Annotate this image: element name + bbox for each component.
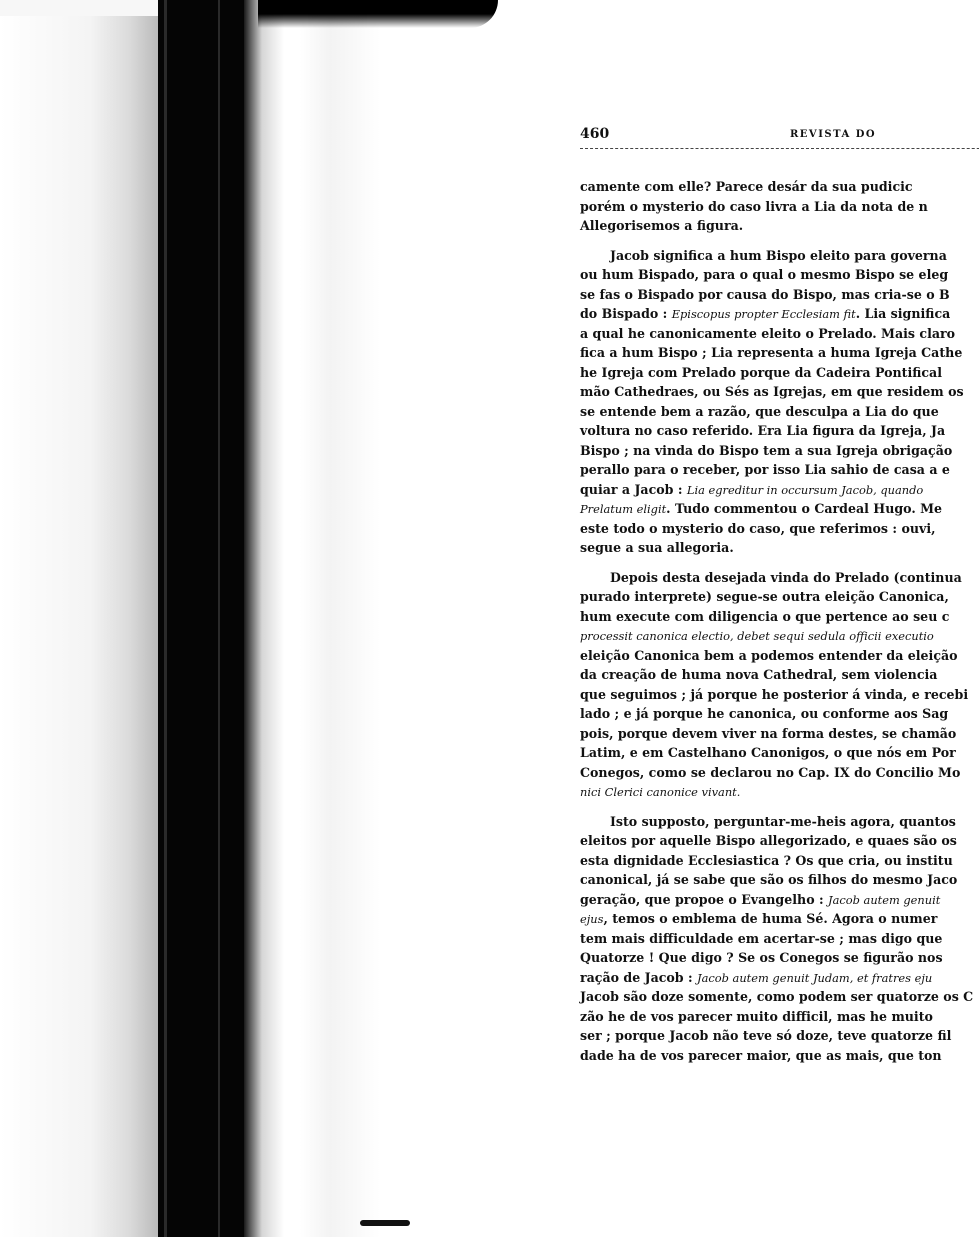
text-line: [580, 1007, 979, 1027]
text-run: Quatorze ! Que digo ? Se os Conegos se figurão nos: [580, 950, 943, 965]
text-run: hum execute com diligencia o que pertence ao seu c: [580, 608, 950, 624]
text-line: [580, 987, 979, 1007]
text-line: [580, 929, 979, 949]
text-run: ser ; porque Jacob não teve só doze, teve quatorze fil: [580, 1028, 952, 1043]
text-run: se fas o Bispado por causa do Bispo, mas cria-se o B: [580, 286, 950, 302]
text-line: [580, 441, 979, 461]
latin-quote: Jacob autem genuit: [828, 892, 941, 907]
text-line: [580, 197, 979, 217]
text-run: eleição Canonica bem a podemos entender da eleição: [580, 647, 958, 663]
text-run: ração de Jacob :: [580, 969, 698, 985]
text-line: [580, 890, 979, 910]
text-run: se entende bem a razão, que desculpa a Lia do que: [580, 403, 939, 419]
paragraph: [580, 177, 979, 236]
text-line: [580, 1046, 979, 1066]
text-line: [580, 304, 979, 324]
latin-quote: Prelatum eligit: [580, 502, 667, 516]
text-run: quiar a Jacob :: [580, 481, 687, 497]
book-spine: [158, 0, 250, 1237]
text-line: [580, 568, 979, 588]
text-run: perallo para o receber, por isso Lia sahio de casa a e: [580, 462, 950, 477]
paragraph: [580, 812, 979, 1066]
text-line: [580, 587, 979, 607]
spine-streak: [218, 0, 220, 1237]
paragraph: [580, 246, 979, 558]
text-run: que seguimos ; já porque he posterior á vinda, e recebi: [580, 686, 969, 702]
text-line: [580, 460, 979, 480]
text-run: dade ha de vos parecer maior, que as mais, que ton: [580, 1047, 942, 1063]
top-left-margin: [0, 0, 160, 16]
text-run: mão Cathedraes, ou Sés as Igrejas, em que residem os: [580, 384, 964, 399]
page-number: 460: [580, 126, 610, 142]
text-line: [580, 968, 979, 988]
text-line: [580, 216, 979, 236]
latin-quote: Lia egreditur in occursum Jacob, quando: [686, 482, 924, 497]
text-run: pois, porque devem viver na forma destes, se chamão: [580, 725, 957, 741]
text-line: [580, 363, 979, 383]
text-run: . Lia significa: [855, 306, 951, 321]
text-line: [580, 607, 979, 627]
text-run: fica a hum Bispo ; Lia representa a huma Igreja Cathe: [580, 345, 963, 360]
paragraph: [580, 568, 979, 802]
text-run: he Igreja com Prelado porque da Cadeira Pontifical: [580, 364, 943, 380]
top-gutter-shadow: [258, 0, 498, 28]
text-line: [580, 870, 979, 890]
text-line: [580, 324, 979, 344]
text-run: segue a sua allegoria.: [580, 540, 734, 555]
text-line: [580, 421, 979, 441]
bottom-smudge: [360, 1220, 410, 1226]
text-run: lado ; e já porque he canonica, ou conforme aos Sag: [580, 706, 949, 721]
text-run: Jacob significa a hum Bispo eleito para governa: [610, 247, 947, 263]
text-run: da creação de huma nova Cathedral, sem violencia: [580, 667, 938, 682]
text-line: [580, 343, 979, 363]
text-line: [580, 382, 979, 402]
text-line: [580, 812, 979, 832]
text-run: . Tudo commentou o Cardeal Hugo. Me: [666, 501, 943, 516]
text-run: esta dignidade Ecclesiastica ? Os que cria, ou institu: [580, 852, 953, 868]
text-run: eleitos por aquelle Bispo allegorizado, e quaes são os: [580, 833, 957, 848]
text-run: Isto supposto, perguntar-me-heis agora, quantos: [610, 813, 956, 829]
text-line: [580, 646, 979, 666]
text-run: geração, que propoe o Evangelho :: [580, 891, 829, 907]
latin-quote: processit canonica electio, debet sequi sedula officii executio: [580, 629, 934, 643]
text-run: Bispo ; na vinda do Bispo tem a sua Igreja obrigação: [580, 442, 953, 458]
text-line: [580, 909, 979, 929]
latin-quote: Jacob autem genuit Judam, et fratres eju: [697, 970, 933, 985]
running-title: REVISTA DO: [790, 129, 877, 140]
text-line: [580, 626, 979, 646]
text-line: [580, 782, 979, 802]
text-run: canonical, já se sabe que são os filhos do mesmo Jaco: [580, 872, 958, 887]
text-run: camente com elle? Parece desár da sua pudicic: [580, 179, 913, 194]
text-run: Conegos, como se declarou no Cap. IX do Concilio Mo: [580, 764, 961, 780]
text-line: [580, 704, 979, 724]
text-line: [580, 851, 979, 871]
text-line: [580, 265, 979, 285]
text-line: [580, 685, 979, 705]
text-line: [580, 246, 979, 266]
text-line: [580, 499, 979, 519]
left-page-edge: [0, 0, 160, 1237]
text-line: [580, 948, 979, 968]
text-run: este todo o mysterio do caso, que referimos : ouvi,: [580, 520, 936, 536]
text-run: Jacob são doze somente, como podem ser quatorze os C: [580, 989, 974, 1004]
text-run: ou hum Bispado, para o qual o mesmo Bispo se eleg: [580, 267, 949, 282]
text-line: [580, 763, 979, 783]
text-line: [580, 177, 979, 197]
printed-page: [580, 126, 979, 1075]
body-text: [580, 177, 979, 1065]
text-line: [580, 743, 979, 763]
text-run: purado interprete) segue-se outra eleição Canonica,: [580, 589, 949, 604]
text-line: [580, 285, 979, 305]
text-line: [580, 831, 979, 851]
spine-streak: [164, 0, 167, 1237]
text-run: Depois desta desejada vinda do Prelado (continua: [610, 569, 962, 585]
gutter-shadow: [300, 0, 380, 1237]
text-line: [580, 519, 979, 539]
text-run: voltura no caso referido. Era Lia figura da Igreja, Ja: [580, 423, 946, 438]
text-line: [580, 402, 979, 422]
text-run: , temos o emblema de huma Sé. Agora o numer: [603, 911, 938, 926]
latin-quote: Episcopus propter Ecclesiam fit: [671, 307, 856, 321]
text-line: [580, 480, 979, 500]
text-line: [580, 1026, 979, 1046]
text-run: do Bispado :: [580, 306, 672, 321]
text-line: [580, 538, 979, 558]
running-head: [580, 126, 979, 149]
text-run: tem mais difficuldade em acertar-se ; mas digo que: [580, 930, 943, 946]
text-line: [580, 724, 979, 744]
text-run: zão he de vos parecer muito difficil, mas he muito: [580, 1008, 933, 1024]
text-run: a qual he canonicamente eleito o Prelado. Mais claro: [580, 325, 956, 341]
text-run: Latim, e em Castelhano Canonigos, o que nós em Por: [580, 745, 956, 760]
latin-quote: nici Clerici canonice vivant.: [580, 785, 741, 799]
text-run: Allegorisemos a figura.: [580, 218, 744, 233]
text-line: [580, 665, 979, 685]
latin-quote: ejus: [580, 912, 604, 926]
text-run: porém o mysterio do caso livra a Lia da nota de n: [580, 198, 928, 214]
